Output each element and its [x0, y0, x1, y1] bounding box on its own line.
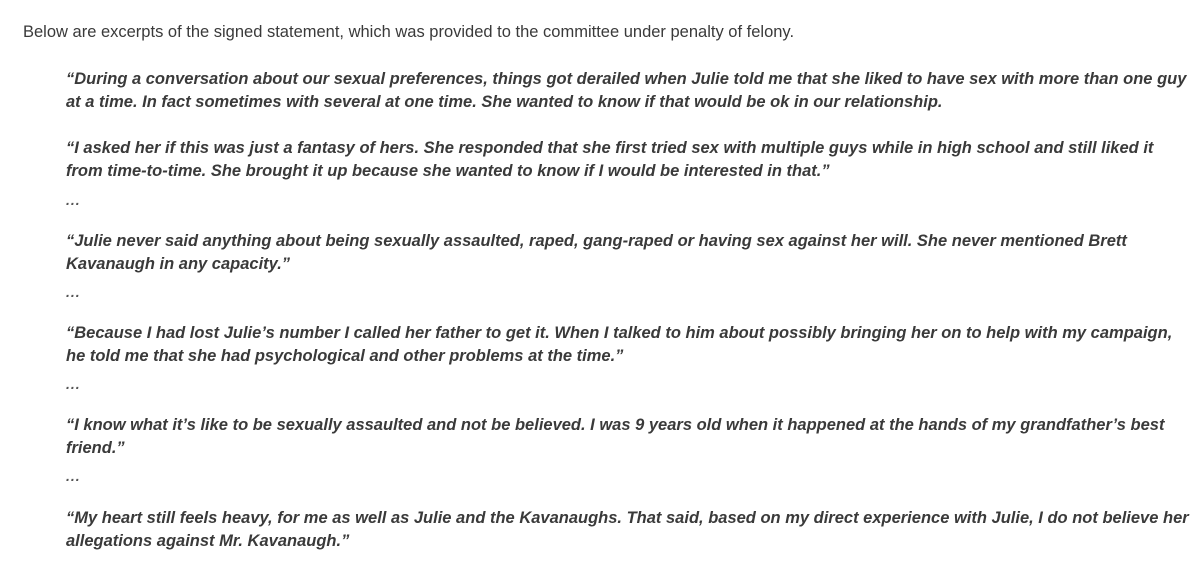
ellipsis-separator-2: ... — [66, 284, 81, 300]
excerpt-quote-4: “Because I had lost Julie’s number I called her father to get it. When I talked to him about possibly bringing her on to help with my campaign, he told me that she had psychological and other problems at the time.” — [66, 324, 1173, 365]
excerpt-quote-2: “I asked her if this was just a fantasy of hers. She responded that she first tried sex with multiple guys while in high school and still liked it from time-to-time. She brought it up because she wanted to know if I would be interested in that.” — [66, 139, 1154, 180]
excerpt-quote-1: “During a conversation about our sexual preferences, things got derailed when Julie told me that she liked to have sex with more than one guy at a time. In fact sometimes with several at one time. She wanted to know if that would be ok in our relationship. — [66, 70, 1187, 111]
excerpt-quote-3: “Julie never said anything about being sexually assaulted, raped, gang-raped or having sex against her will. She never mentioned Brett Kavanaugh in any capacity.” — [66, 232, 1127, 273]
ellipsis-separator-4: ... — [66, 468, 81, 484]
intro-text: Below are excerpts of the signed statement, which was provided to the committee under penalty of felony. — [23, 23, 795, 41]
ellipsis-separator-3: ... — [66, 376, 81, 392]
excerpt-quote-6: “My heart still feels heavy, for me as well as Julie and the Kavanaughs. That said, based on my direct experience with Julie, I do not believe her allegations against Mr. Kavanaugh.” — [66, 509, 1189, 550]
ellipsis-separator-1: ... — [66, 192, 81, 208]
excerpt-quote-5: “I know what it’s like to be sexually assaulted and not be believed. I was 9 years old when it happened at the hands of my grandfather’s best friend.” — [66, 416, 1165, 457]
